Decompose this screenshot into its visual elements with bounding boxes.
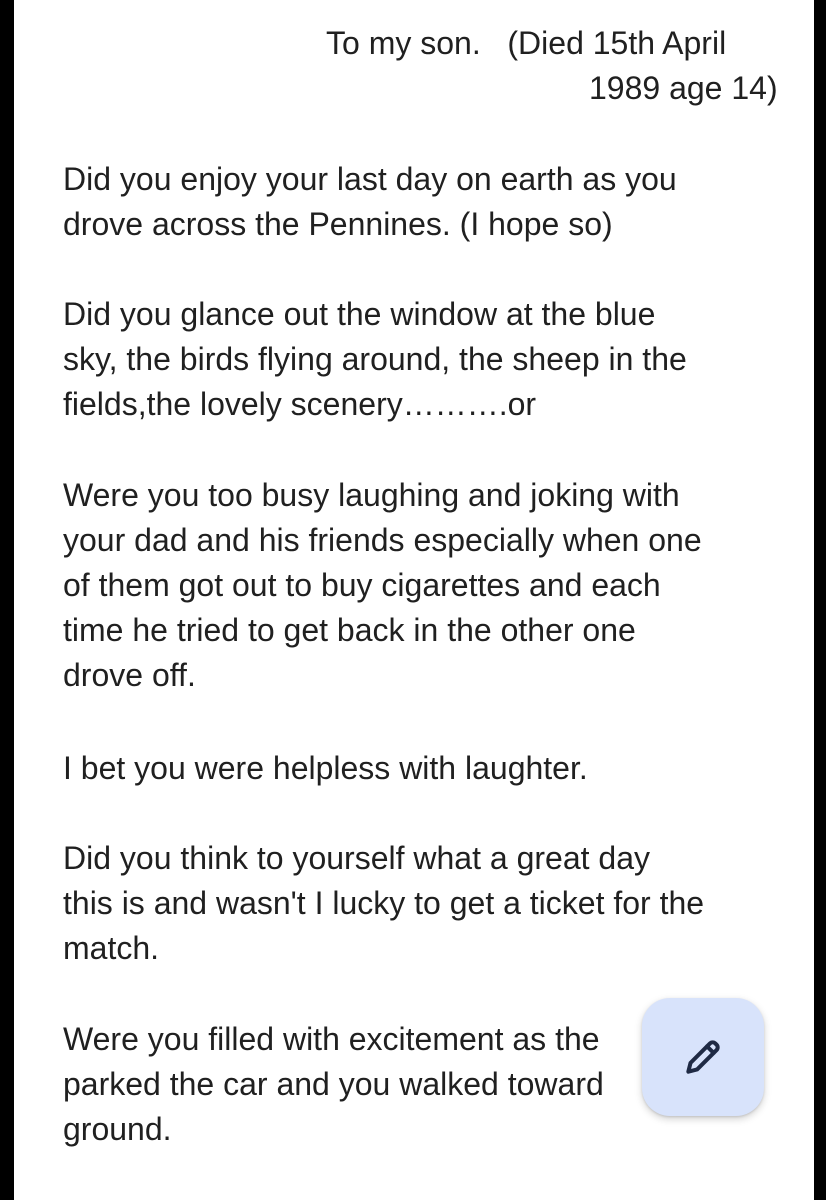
note-paragraph: I bet you were helpless with laughter.: [63, 750, 588, 786]
note-page: [14, 0, 814, 1200]
pencil-icon: [681, 1035, 725, 1079]
note-paragraph: Were you too busy laughing and joking with your dad and his friends especially when one of them got out to buy cigarettes and each time he tried to get back in the other one drove off.: [63, 477, 702, 693]
note-paragraph: Did you glance out the window at the blue sky, the birds flying around, the sheep in the fields,the lovely scenery……….or: [63, 296, 687, 422]
note-paragraph: Did you think to yourself what a great day this is and wasn't I lucky to get a ticket for the match.: [63, 840, 705, 966]
note-title-line-2: 1989 age 14): [589, 70, 778, 106]
edit-button[interactable]: [642, 998, 764, 1116]
note-paragraph: Were you filled with excitement as the parked the car and you walked toward ground.: [63, 1021, 604, 1147]
note-title-line-1: To my son. (Died 15th April: [326, 25, 727, 61]
note-paragraph: Did you enjoy your last day on earth as you drove across the Pennines. (I hope so): [63, 161, 677, 242]
